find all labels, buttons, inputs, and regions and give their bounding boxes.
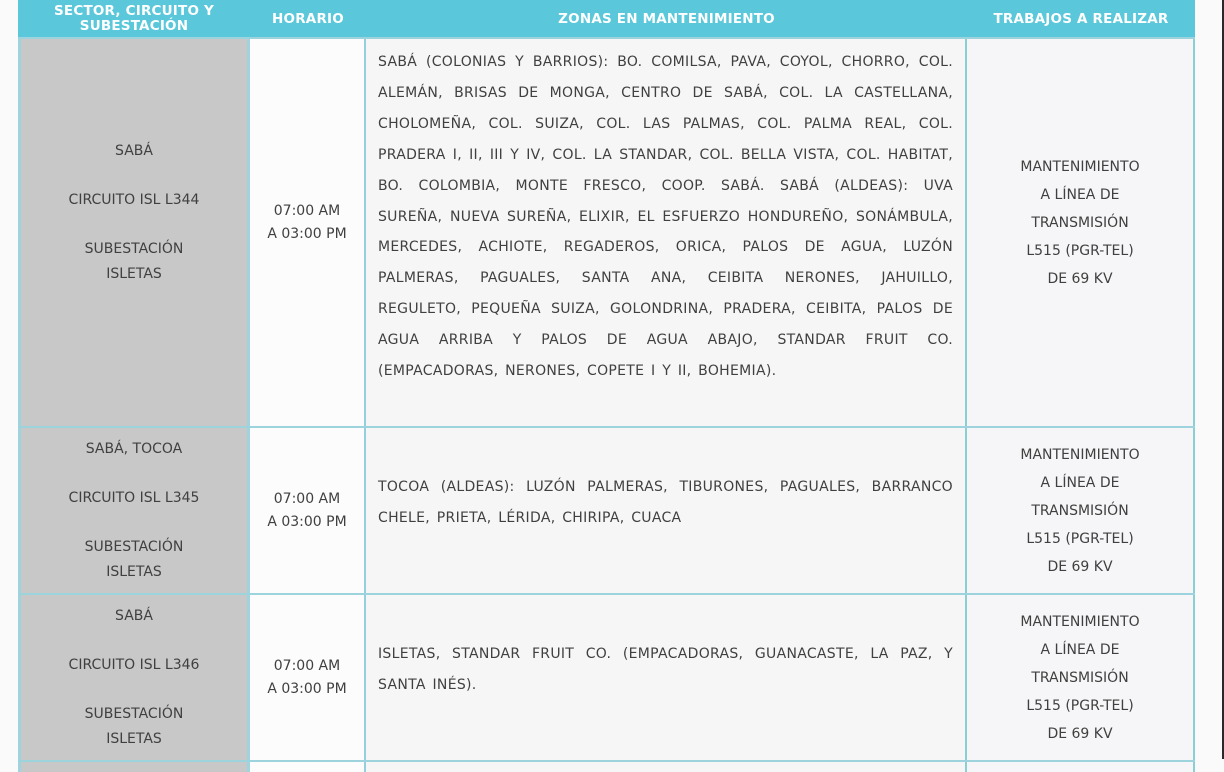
work-line: L515 (PGR-TEL) — [1026, 530, 1134, 547]
substation-label: SUBESTACIÓN — [84, 538, 184, 555]
header-sector — [18, 0, 250, 37]
work-line: MANTENIMIENTO — [1020, 613, 1140, 630]
substation-name: ISLETAS — [106, 265, 162, 282]
work-line: TRANSMISIÓN — [1031, 502, 1129, 519]
work-line: TRANSMISIÓN — [1031, 214, 1129, 231]
time-cell — [250, 595, 366, 760]
work-cell — [967, 762, 1195, 772]
substation-label: SUBESTACIÓN — [84, 705, 184, 722]
sector-name: SABÁ — [115, 142, 153, 159]
header-zonas: ZONAS EN MANTENIMIENTO — [558, 10, 775, 27]
work-line: TRANSMISIÓN — [1031, 669, 1129, 686]
maintenance-schedule-table — [18, 0, 1195, 772]
sector-cell — [18, 428, 250, 593]
time-start: 07:00 AM — [273, 657, 341, 674]
sector-cell — [18, 595, 250, 760]
time-end: A 03:00 PM — [267, 225, 347, 242]
time-end: A 03:00 PM — [267, 680, 347, 697]
time-cell — [250, 39, 366, 426]
time-cell — [250, 428, 366, 593]
work-line: A LÍNEA DE — [1040, 641, 1120, 658]
table-row — [18, 593, 1195, 760]
work-line: DE 69 KV — [1047, 725, 1113, 742]
sector-name: SABÁ, TOCOA — [85, 440, 183, 457]
header-sector-line2: SUBESTACIÓN — [79, 18, 189, 34]
substation-name: ISLETAS — [106, 730, 162, 747]
sector-name: SABÁ — [115, 607, 153, 624]
substation-name: ISLETAS — [106, 563, 162, 580]
header-trabajos: TRABAJOS A REALIZAR — [993, 10, 1169, 27]
work-line: L515 (PGR-TEL) — [1026, 697, 1134, 714]
work-cell — [967, 39, 1195, 426]
work-line: MANTENIMIENTO — [1020, 446, 1140, 463]
work-line: L515 (PGR-TEL) — [1026, 242, 1134, 259]
circuit-name: CIRCUITO ISL L345 — [68, 489, 200, 506]
time-start: 07:00 AM — [273, 490, 341, 507]
time-start: 07:00 AM — [273, 202, 341, 219]
work-line: DE 69 KV — [1047, 558, 1113, 575]
work-cell — [967, 428, 1195, 593]
zones-cell — [366, 762, 967, 772]
circuit-name: CIRCUITO ISL L344 — [68, 191, 200, 208]
header-horario: HORARIO — [272, 10, 344, 27]
substation-label: SUBESTACIÓN — [84, 240, 184, 257]
header-sector-line1: SECTOR, CIRCUITO Y — [54, 3, 214, 19]
table-header — [18, 0, 1195, 37]
sector-cell — [18, 762, 250, 772]
sector-cell — [18, 39, 250, 426]
zones-cell: SABÁ (COLONIAS Y BARRIOS): BO. COMILSA, PAVA, COYOL, CHORRO, COL. ALEMÁN, BRISAS DE MONGA, CENTRO DE SABÁ, COL. LA CASTELLANA, CHOLOMEÑA, COL. SUIZA, COL. LAS PALMAS, COL. PALMA REAL, COL. PRADERA I, II, III Y IV, COL. LA STANDAR, COL. BELLA VISTA, COL. HABITAT, BO. COLOMBIA, MONTE FRESCO, COOP. SABÁ. SABÁ (ALDEAS): UVA SUREÑA, NUEVA SUREÑA, ELIXIR, EL ESFUERZO HONDUREÑO, SONÁMBULA, MERCEDES, ACHIOTE, REGADEROS, ORICA, PALOS DE AGUA, LUZÓN PALMERAS, PAGUALES, SANTA ANA, CEIBITA NERONES, JAHUILLO, REGULETO, PEQUEÑA SUIZA, GOLONDRINA, PRADERA, CEIBITA, PALOS DE AGUA ARRIBA Y PALOS DE AGUA ABAJO, STANDAR FRUIT CO. (EMPACADORAS, NERONES, COPETE I Y II, BOHEMIA). — [366, 39, 967, 426]
table-row — [18, 37, 1195, 426]
zones-cell: ISLETAS, STANDAR FRUIT CO. (EMPACADORAS, GUANACASTE, LA PAZ, Y SANTA INÉS). — [366, 595, 967, 760]
work-line: MANTENIMIENTO — [1020, 158, 1140, 175]
work-line: A LÍNEA DE — [1040, 474, 1120, 491]
time-end: A 03:00 PM — [267, 513, 347, 530]
work-cell — [967, 595, 1195, 760]
zones-cell: TOCOA (ALDEAS): LUZÓN PALMERAS, TIBURONES, PAGUALES, BARRANCO CHELE, PRIETA, LÉRIDA, CHIRIPA, CUACA — [366, 428, 967, 593]
circuit-name: CIRCUITO ISL L346 — [68, 656, 200, 673]
table-row-partial — [18, 760, 1195, 772]
work-line: A LÍNEA DE — [1040, 186, 1120, 203]
time-cell — [250, 762, 366, 772]
work-line: DE 69 KV — [1047, 270, 1113, 287]
table-row — [18, 426, 1195, 593]
